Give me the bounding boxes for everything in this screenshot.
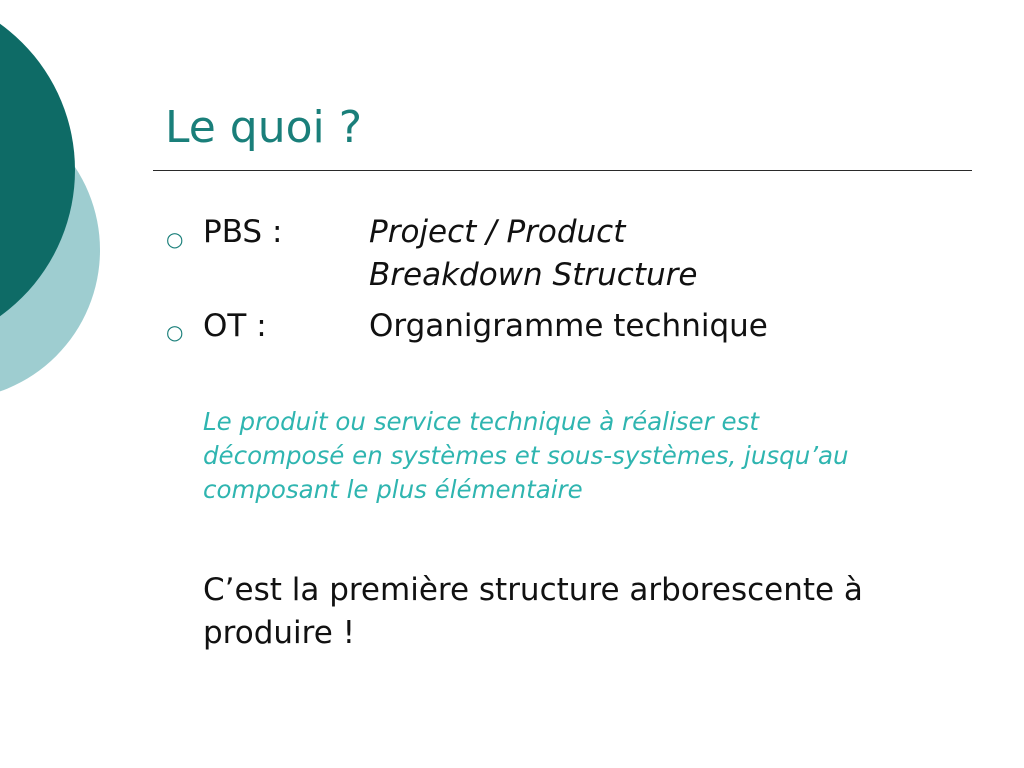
- closing-line-1: C’est la première structure arborescente à: [203, 572, 863, 608]
- description-line-3: composant le plus élémentaire: [203, 475, 583, 504]
- bullet-term-ot: OT :: [203, 308, 267, 344]
- bullet-definition-pbs-line-2: Breakdown Structure: [369, 257, 698, 293]
- closing-line-2: produire !: [203, 615, 356, 651]
- bullet-definition-ot: Organigramme technique: [369, 308, 768, 344]
- title-divider: [153, 170, 972, 171]
- bullet-term-pbs: PBS :: [203, 214, 283, 250]
- bullet-definition-pbs-line-1: Project / Product: [369, 214, 626, 250]
- description-line-2: décomposé en systèmes et sous-systèmes, jusqu’au: [203, 441, 849, 470]
- description-line-1: Le produit ou service technique à réaliser est: [203, 407, 759, 436]
- slide-title: Le quoi ?: [165, 102, 363, 153]
- bullet-marker-pbs: ○: [166, 227, 184, 251]
- bullet-marker-ot: ○: [166, 320, 184, 344]
